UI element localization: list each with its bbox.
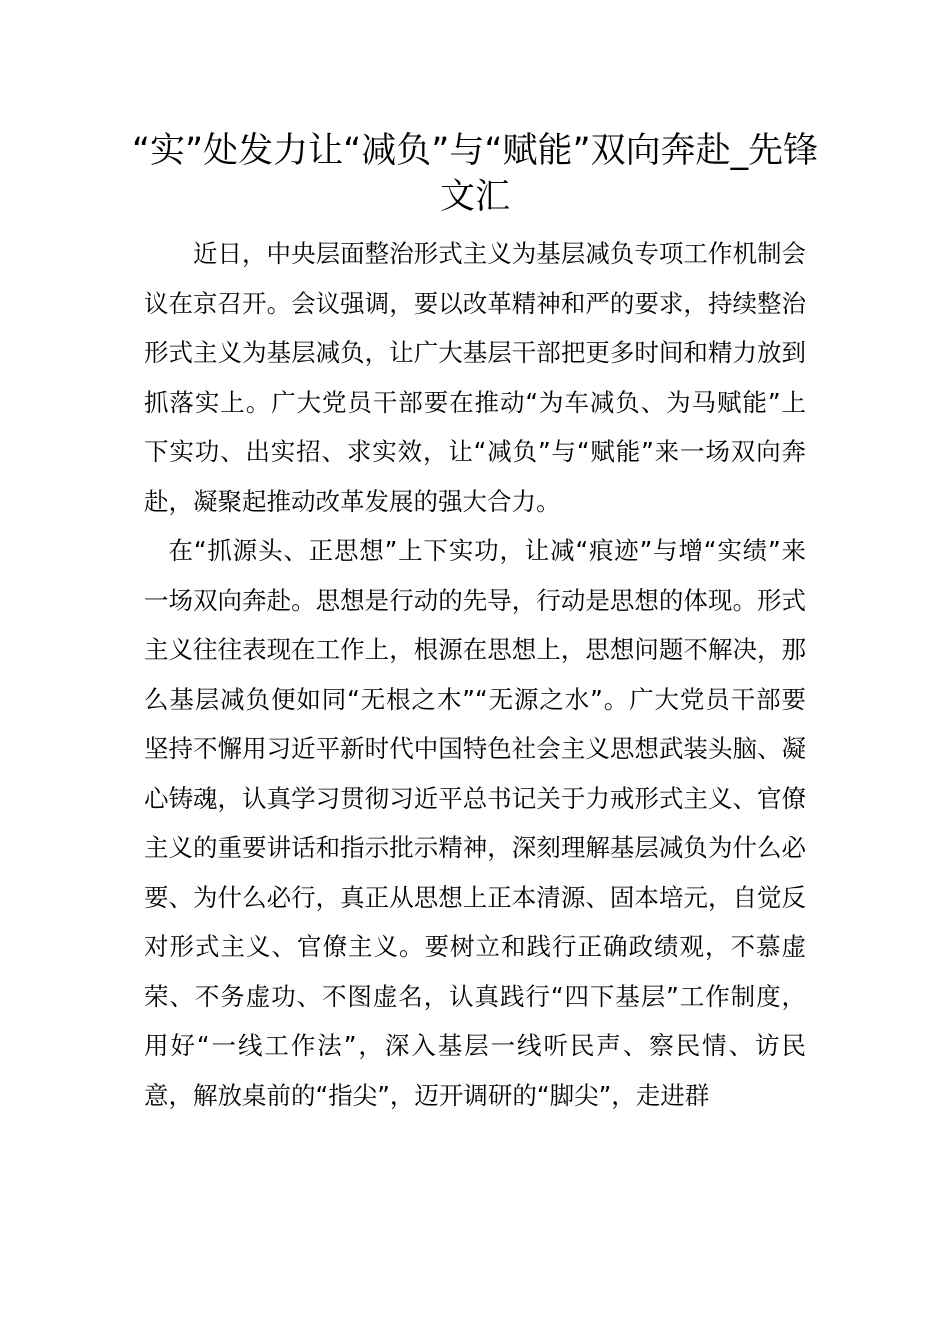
paragraph-thought-source: 在“抓源头、正思想”上下实功，让减“痕迹”与增“实绩”来一场双向奔赴。思想是行动的先导，行动是思想的体现。形式主义往往表现在工作上，根源在思想上，思想问题不解决，那么基层减负便如同“无根之木”“无源之水”。广大党员干部要坚持不懈用习近平新时代中国特色社会主义思想武装头脑、凝心铸魂，认真学习贯彻习近平总书记关于力戒形式主义、官僚主义的重要讲话和指示批示精神，深刻理解基层减负为什么必要、为什么必行，真正从思想上正本清源、固本培元，自觉反对形式主义、官僚主义。要树立和践行正确政绩观，不慕虚荣、不务虚功、不图虚名，认真践行“四下基层”工作制度，用好“一线工作法”，深入基层一线听民声、察民情、访民意，解放桌前的“指尖”，迈开调研的“脚尖”，走进群 [144,536,806,1110]
document-title: “实”处发力让“减负”与“赋能”双向奔赴_先锋文汇 [131,131,819,217]
document-body [144,229,806,1120]
paragraph-intro: 近日，中央层面整治形式主义为基层减负专项工作机制会议在京召开。会议强调，要以改革精神和严的要求，持续整治形式主义为基层减负，让广大基层干部把更多时间和精力放到抓落实上。广大党员干部要在推动“为车减负、为马赋能”上下实功、出实招、求实效，让“减负”与“赋能”来一场双向奔赴，凝聚起推动改革发展的强大合力。 [144,239,806,516]
